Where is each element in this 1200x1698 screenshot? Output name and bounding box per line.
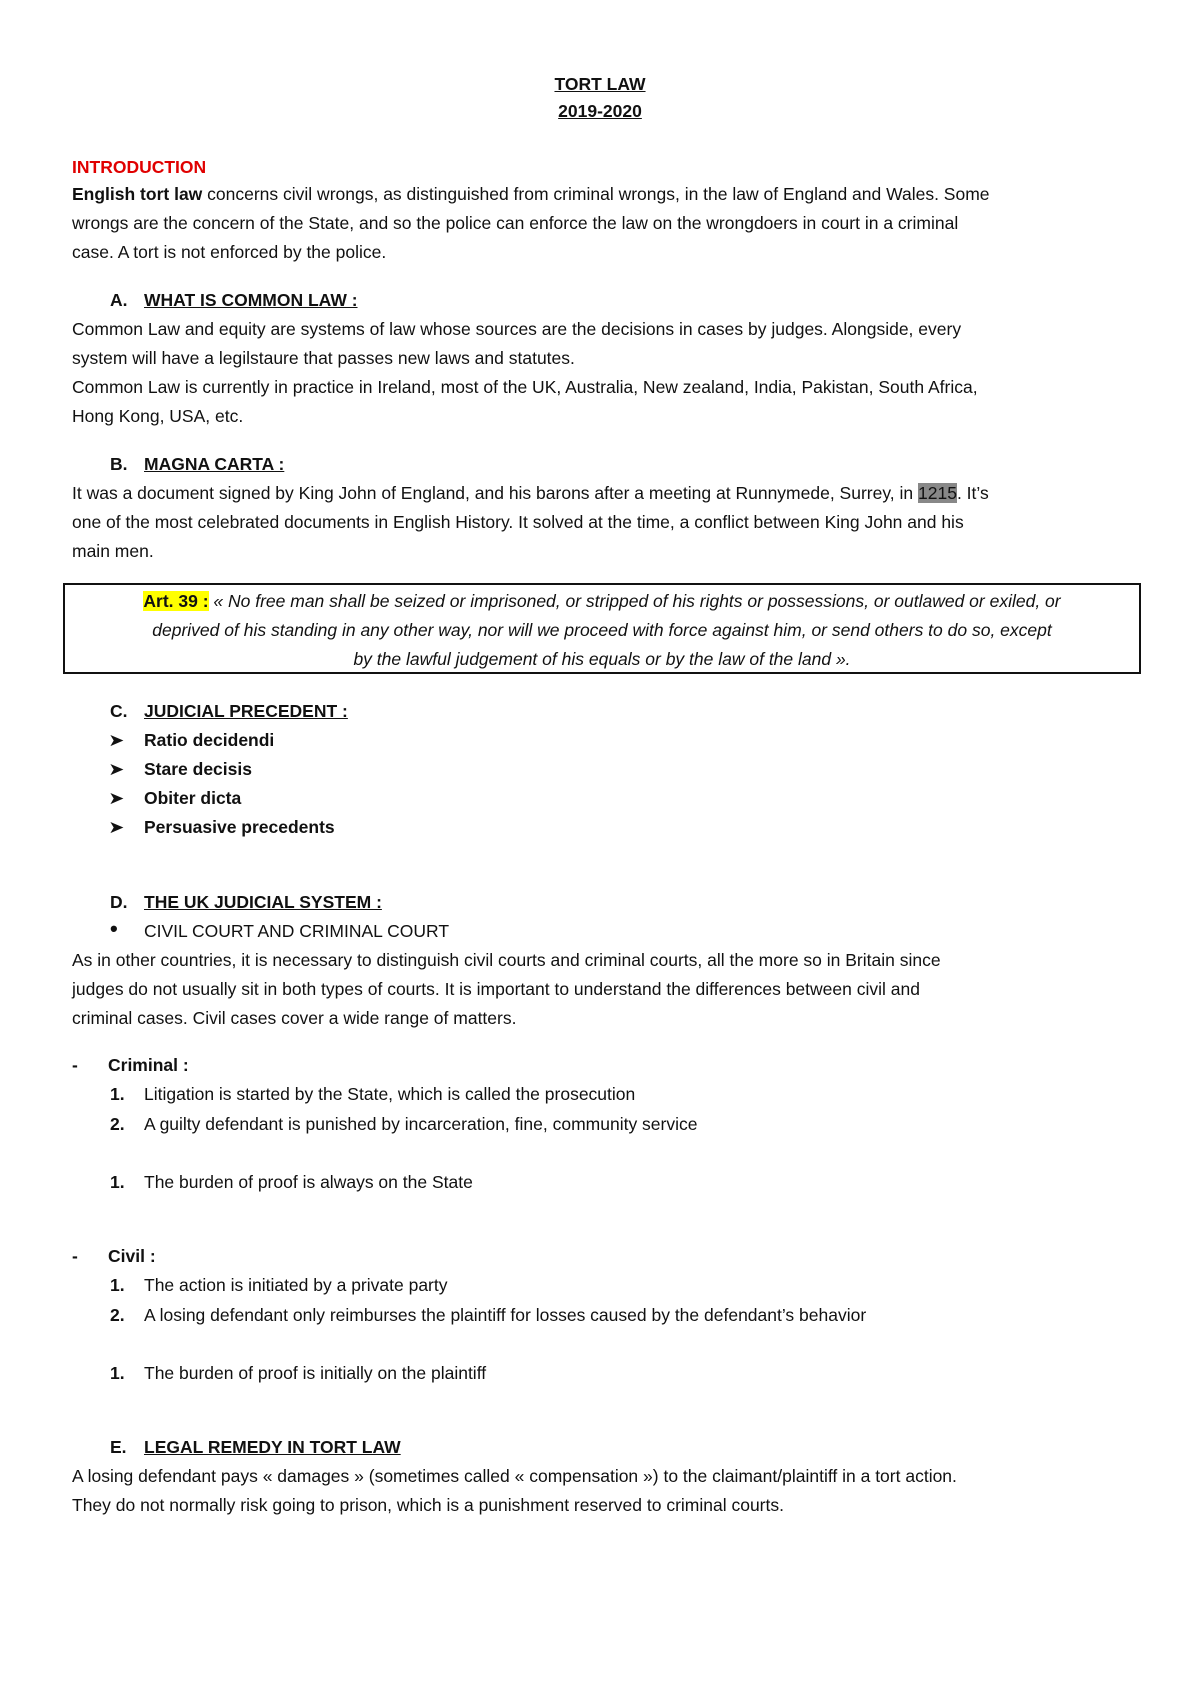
document-title: TORT LAW <box>554 74 646 94</box>
section-c-heading: JUDICIAL PRECEDENT : <box>144 701 348 721</box>
list-item: ➤ Ratio decidendi <box>110 726 274 755</box>
arrow-bullet-icon: ➤ <box>108 788 125 808</box>
list-item: 2. A losing defendant only reimburses the plaintiff for losses caused by the defendant’s behavior <box>110 1305 867 1325</box>
list-item: ➤ Persuasive precedents <box>110 813 335 842</box>
civil-heading-row <box>72 1242 156 1271</box>
intro-line-3: case. A tort is not enforced by the police. <box>72 242 387 262</box>
highlighted-year: 1215 <box>918 483 957 503</box>
section-a-heading-row <box>110 286 358 315</box>
list-item: ➤ Obiter dicta <box>110 784 241 813</box>
arrow-bullet-icon: ➤ <box>108 817 125 837</box>
section-d-marker: D. <box>110 892 128 912</box>
list-item: 1. The burden of proof is initially on the plaintiff <box>110 1363 487 1383</box>
section-e-line-2: They do not normally risk going to prison, which is a punishment reserved to criminal courts. <box>72 1495 784 1515</box>
list-item: 2. A guilty defendant is punished by incarceration, fine, community service <box>110 1114 698 1134</box>
round-bullet-icon: • <box>110 916 118 941</box>
intro-line-2: wrongs are the concern of the State, and so the police can enforce the law on the wrongdoers in court in a criminal <box>72 213 959 233</box>
section-a-line-4: Hong Kong, USA, etc. <box>72 406 244 426</box>
section-b-line-3: main men. <box>72 541 154 561</box>
section-d-bullet: CIVIL COURT AND CRIMINAL COURT <box>144 921 450 941</box>
article-39-quote-box <box>63 583 1141 674</box>
section-a-line-2: system will have a legilstaure that passes new laws and statutes. <box>72 348 575 368</box>
quote-line-3: by the lawful judgement of his equals or by the law of the land ». <box>353 649 851 669</box>
section-a-heading: WHAT IS COMMON LAW : <box>144 290 358 310</box>
section-b-line-2: one of the most celebrated documents in English History. It solved at the time, a conflict between King John and his <box>72 512 964 532</box>
list-item: 1. The action is initiated by a private party <box>110 1275 448 1295</box>
section-d-line-2: judges do not usually sit in both types of courts. It is important to understand the differences between civil and <box>72 979 920 999</box>
section-a-marker: A. <box>110 290 128 310</box>
section-c-marker: C. <box>110 701 128 721</box>
article-39-label: Art. 39 : <box>143 591 209 611</box>
list-item: 1. Litigation is started by the State, which is called the prosecution <box>110 1084 636 1104</box>
section-e-marker: E. <box>110 1437 127 1457</box>
intro-bold-lead: English tort law <box>72 184 203 204</box>
civil-label: Civil : <box>108 1246 156 1266</box>
intro-line-1: English tort law concerns civil wrongs, as distinguished from criminal wrongs, in the law of England and Wales. Some <box>72 184 990 204</box>
criminal-heading-row <box>72 1051 189 1080</box>
arrow-bullet-icon: ➤ <box>108 730 125 750</box>
section-d-heading-row <box>110 888 382 917</box>
quote-line-2: deprived of his standing in any other way, nor will we proceed with force against him, or send others to do so, except <box>152 620 1052 640</box>
section-b-heading-row <box>110 450 284 479</box>
section-e-line-1: A losing defendant pays « damages » (sometimes called « compensation ») to the claimant/plaintiff in a tort action. <box>72 1466 957 1486</box>
section-d-line-3: criminal cases. Civil cases cover a wide range of matters. <box>72 1008 517 1028</box>
section-b-marker: B. <box>110 454 128 474</box>
section-b-line-1: It was a document signed by King John of England, and his barons after a meeting at Runnymede, Surrey, in 1215. It’s <box>72 483 989 503</box>
document-years: 2019-2020 <box>558 101 642 121</box>
section-a-line-1: Common Law and equity are systems of law whose sources are the decisions in cases by judges. Alongside, every <box>72 319 962 339</box>
list-item: ➤ Stare decisis <box>110 755 252 784</box>
list-item: 1. The burden of proof is always on the State <box>110 1172 473 1192</box>
quote-line-1: Art. 39 : « No free man shall be seized or imprisoned, or stripped of his rights or possessions, or outlawed or exiled, or <box>143 591 1061 611</box>
section-e-heading: LEGAL REMEDY IN TORT LAW <box>144 1437 401 1457</box>
section-b-heading: MAGNA CARTA : <box>144 454 285 474</box>
section-d-line-1: As in other countries, it is necessary to distinguish civil courts and criminal courts, all the more so in Britain since <box>72 950 941 970</box>
dash-marker: - <box>72 1246 78 1266</box>
arrow-bullet-icon: ➤ <box>108 759 125 779</box>
intro-heading: INTRODUCTION <box>72 157 207 177</box>
section-a-line-3: Common Law is currently in practice in Ireland, most of the UK, Australia, New zealand, India, Pakistan, South Africa, <box>72 377 978 397</box>
section-e-heading-row <box>110 1433 401 1462</box>
criminal-label: Criminal : <box>108 1055 189 1075</box>
section-c-heading-row <box>110 697 348 726</box>
section-d-heading: THE UK JUDICIAL SYSTEM : <box>144 892 382 912</box>
section-d-bullet-row <box>110 917 449 946</box>
dash-marker: - <box>72 1055 78 1075</box>
